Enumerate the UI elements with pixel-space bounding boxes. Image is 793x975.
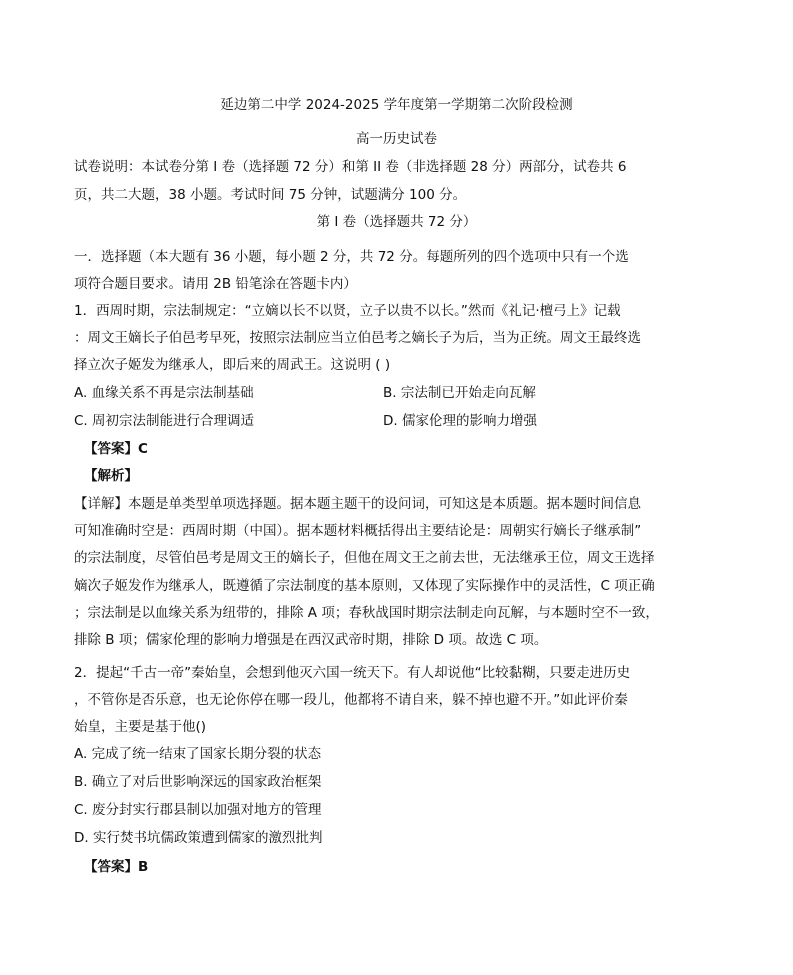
q2-answer: 【答案】B — [84, 859, 149, 875]
section-title: 第 I 卷（选择题共 72 分） — [316, 214, 477, 230]
q2-stem-2: ，不管你是否乐意，也无论你停在哪一段儿，他都将不请自来，躲不掉也避不开。”如此评价秦 — [74, 692, 628, 708]
q1-stem-2: ：周文王嫡长子伯邑考早死，按照宗法制应当立伯邑考之嫡长子为后，当为正统。周文王最终选 — [74, 330, 641, 346]
q1-detail-4: 嫡次子姬发作为继承人，既遵循了宗法制度的基本原则，又体现了实际操作中的灵活性，C 项正确 — [74, 578, 655, 594]
q1-detail-1: 【详解】本题是单类型单项选择题。据本题主题干的设问词，可知这是本质题。据本题时间信息 — [74, 496, 641, 512]
q1-option-a: A. 血缘关系不再是宗法制基础 — [74, 385, 254, 401]
q2-stem-1: 2．提起“千古一帝”秦始皇，会想到他灭六国一统天下。有人却说他“比较黏糊，只要走进历史 — [74, 665, 631, 681]
exam-title: 延边第二中学 2024-2025 学年度第一学期第二次阶段检测 — [220, 97, 573, 113]
q2-option-a: A. 完成了统一结束了国家长期分裂的状态 — [74, 746, 322, 762]
instructions-line-2: 页，共二大题，38 小题。考试时间 75 分钟，试题满分 100 分。 — [74, 187, 467, 203]
section-intro-2: 项符合题目要求。请用 2B 铅笔涂在答题卡内） — [74, 276, 357, 292]
q1-option-b: B. 宗法制已开始走向瓦解 — [383, 385, 536, 401]
q1-detail-3: 的宗法制度，尽管伯邑考是周文王的嫡长子，但他在周文王之前去世，无法继承王位，周文王选择 — [74, 550, 655, 566]
q1-option-c: C. 周初宗法制能进行合理调适 — [74, 413, 255, 429]
q1-analysis-label: 【解析】 — [84, 468, 138, 484]
exam-subtitle: 高一历史试卷 — [356, 131, 437, 147]
q2-option-c: C. 废分封实行郡县制以加强对地方的管理 — [74, 802, 322, 818]
section-intro-1: 一．选择题（本大题有 36 小题，每小题 2 分，共 72 分。每题所列的四个选项中只有一个选 — [74, 249, 629, 265]
q1-option-d: D. 儒家伦理的影响力增强 — [383, 413, 537, 429]
instructions-line-1: 试卷说明：本试卷分第 I 卷（选择题 72 分）和第 II 卷（非选择题 28 分）两部分，试卷共 6 — [74, 159, 627, 175]
q2-option-d: D. 实行焚书坑儒政策遭到儒家的激烈批判 — [74, 830, 323, 846]
q2-option-b: B. 确立了对后世影响深远的国家政治框架 — [74, 774, 322, 790]
q1-detail-2: 可知准确时空是：西周时期（中国）。据本题材料概括得出主要结论是：周朝实行嫡长子继承制” — [74, 523, 642, 539]
q1-stem-1: 1．西周时期，宗法制规定：“立嫡以长不以贤，立子以贵不以长。”然而《礼记·檀弓上》记载 — [74, 303, 621, 319]
q1-stem-3: 择立次子姬发为继承人，即后来的周武王。这说明 ( ) — [74, 357, 391, 373]
q2-stem-3: 始皇，主要是基于他() — [74, 719, 207, 735]
q1-detail-5: ；宗法制是以血缘关系为纽带的，排除 A 项；春秋战国时期宗法制走向瓦解，与本题时空不一致， — [74, 605, 659, 621]
q1-answer: 【答案】C — [84, 441, 148, 457]
q1-detail-6: 排除 B 项；儒家伦理的影响力增强是在西汉武帝时期，排除 D 项。故选 C 项。 — [74, 632, 548, 648]
